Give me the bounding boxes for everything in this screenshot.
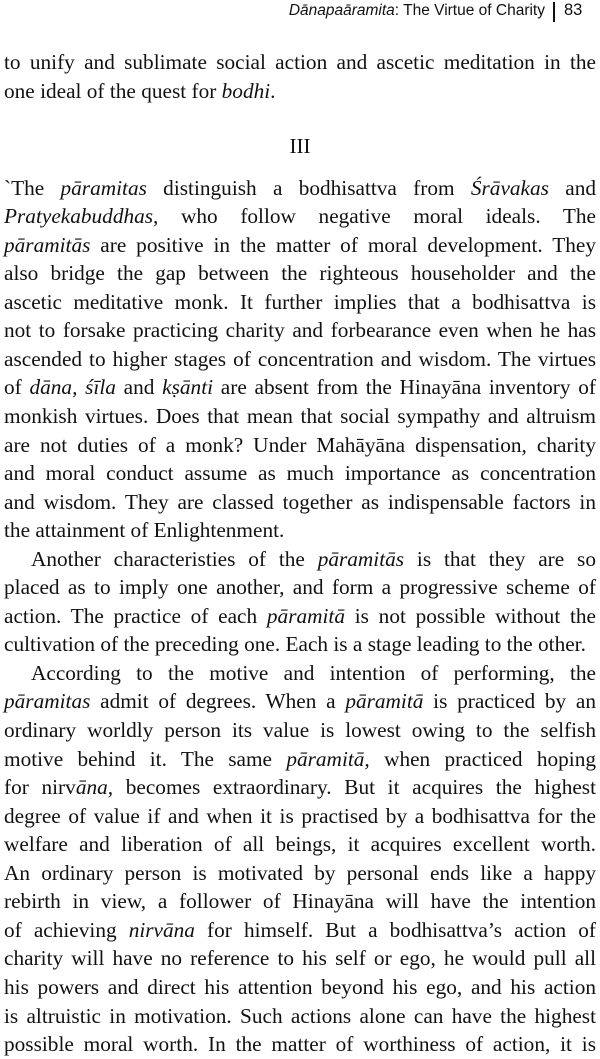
text-run: and wisdom. They are classed together as indispensable factors in (4, 489, 596, 514)
text-run: and (548, 175, 596, 200)
text-line (4, 659, 596, 688)
text-run: admit of degrees. When a (90, 689, 346, 714)
text-run: . (270, 78, 276, 103)
italic-term: Pratyekabuddhas, (4, 204, 159, 229)
text-run: According to the motive and intention of performing, the (31, 660, 596, 685)
italic-term: nirvāna (128, 917, 195, 942)
text-line (4, 773, 596, 802)
text-run: rebirth in view, a follower of Hinayāna will have the intention (4, 889, 596, 914)
italic-term: dāna, śīla (29, 375, 116, 400)
paragraph-intro (4, 48, 596, 105)
text-line (4, 973, 596, 1002)
text-run: ascended to higher stages of concentration and wisdom. The virtues (4, 346, 596, 371)
text-line (4, 887, 596, 916)
text-run: is not possible without the (345, 603, 596, 628)
text-run: and (115, 375, 163, 400)
text-run: motive behind it. The same (4, 746, 287, 771)
text-line (4, 1002, 596, 1031)
text-run: is that they are so (404, 546, 596, 571)
text-line (4, 630, 596, 659)
italic-term: pāramitā (266, 603, 345, 628)
paragraph-degrees (4, 659, 596, 1059)
text-run: for nirv (4, 775, 76, 800)
text-run: distinguish a bodhisattva from (146, 175, 471, 200)
italic-term: kṣānti (162, 375, 214, 400)
text-run: to unify and sublimate social action and ascetic meditation in the (4, 50, 596, 74)
text-line (4, 602, 596, 631)
text-line (4, 288, 596, 317)
text-run: his powers and direct his attention beyond his ego, and his action (4, 974, 596, 999)
text-run: cultivation of the preceding one. Each is a stage leading to the other. (4, 632, 586, 657)
text-line (4, 859, 596, 888)
italic-term: āna, (75, 775, 114, 800)
paragraph-paramitas (4, 174, 596, 545)
running-title (289, 2, 545, 20)
text-run: placed as to imply one another, and form a progressive scheme of (4, 575, 596, 600)
text-run: one ideal of the quest for (4, 78, 222, 103)
page-body (4, 48, 596, 1059)
text-run: who follow negative moral ideals. The (158, 204, 596, 229)
text-run: ordinary worldly person its value is lowest owing to the selfish (4, 718, 596, 743)
text-run: An ordinary person is motivated by personal ends like a happy (4, 860, 596, 885)
text-run: welfare and liberation of all beings, it acquires excellent worth. (4, 832, 596, 857)
text-run: ascetic meditative monk. It further implies that a bodhisattva is (4, 289, 596, 314)
text-line (4, 431, 596, 460)
running-title-italic: Dānapaāramita (288, 2, 395, 19)
text-run: and moral conduct assume as much importance as concentration (4, 461, 596, 486)
text-line (4, 944, 596, 973)
italic-term: pāramitas (4, 689, 91, 714)
text-run: also bridge the gap between the righteous householder and the (4, 261, 596, 286)
italic-term: pāramitā, (286, 746, 370, 771)
text-run: charity will have no reference to his self or ego, he would pull all (4, 946, 596, 971)
text-run: for himself. But a bodhisattva’s action of (194, 917, 596, 942)
italic-term: pāramitās (317, 546, 405, 571)
text-line (4, 745, 596, 774)
text-line (4, 687, 596, 716)
text-line (4, 802, 596, 831)
text-run: action. The practice of each (4, 603, 267, 628)
text-run: `The (4, 175, 61, 200)
text-line (4, 77, 596, 106)
text-line (4, 459, 596, 488)
text-line (4, 316, 596, 345)
header-divider (553, 2, 555, 22)
text-run: becomes extraordinary. But it acquires the highest (113, 775, 596, 800)
text-line (4, 716, 596, 745)
italic-term: Śrāvakas (470, 175, 549, 200)
text-run: are positive in the matter of moral development. They (90, 232, 596, 257)
text-line (4, 174, 596, 203)
text-run: is practiced by an (423, 689, 596, 714)
text-run: not to forsake practicing charity and forbearance even when he has (4, 318, 596, 343)
text-line (4, 830, 596, 859)
text-run: Another characteristies of the (31, 546, 318, 571)
page-number: 83 (564, 1, 583, 19)
text-run: degree of value if and when it is practised by a bodhisattva for the (4, 803, 596, 828)
running-title-rest: : The Virtue of Charity (394, 2, 545, 19)
text-run: monkish virtues. Does that mean that social sympathy and altruism (4, 404, 596, 429)
text-run: when practiced hoping (369, 746, 597, 771)
text-run: are absent from the Hinayāna inventory of (213, 375, 596, 400)
text-line (4, 202, 596, 231)
text-run: is altruistic in motivation. Such actions alone can have the highest (4, 1003, 596, 1028)
text-line (4, 48, 596, 77)
text-line (4, 545, 596, 574)
text-line (4, 402, 596, 431)
text-line (4, 488, 596, 517)
text-line (4, 573, 596, 602)
text-run: of achieving (4, 917, 129, 942)
text-line (4, 916, 596, 945)
text-run: are not duties of a monk? Under Mahāyāna dispensation, charity (4, 432, 596, 457)
italic-term: pāramitās (4, 232, 91, 257)
running-header (0, 0, 600, 26)
text-run: of (4, 375, 30, 400)
section-heading: III (289, 134, 311, 159)
text-line (4, 1030, 596, 1059)
text-run: the attainment of Enlightenment. (4, 518, 285, 543)
italic-term: pāramitas (60, 175, 147, 200)
paragraph-characteristics (4, 545, 596, 659)
text-run: possible moral worth. In the matter of worthiness of action, it is (4, 1032, 596, 1057)
text-line (4, 345, 596, 374)
italic-term: bodhi (221, 78, 271, 103)
text-line (4, 373, 596, 402)
text-line (4, 231, 596, 260)
text-line (4, 516, 596, 545)
text-line (4, 259, 596, 288)
italic-term: pāramitā (345, 689, 424, 714)
